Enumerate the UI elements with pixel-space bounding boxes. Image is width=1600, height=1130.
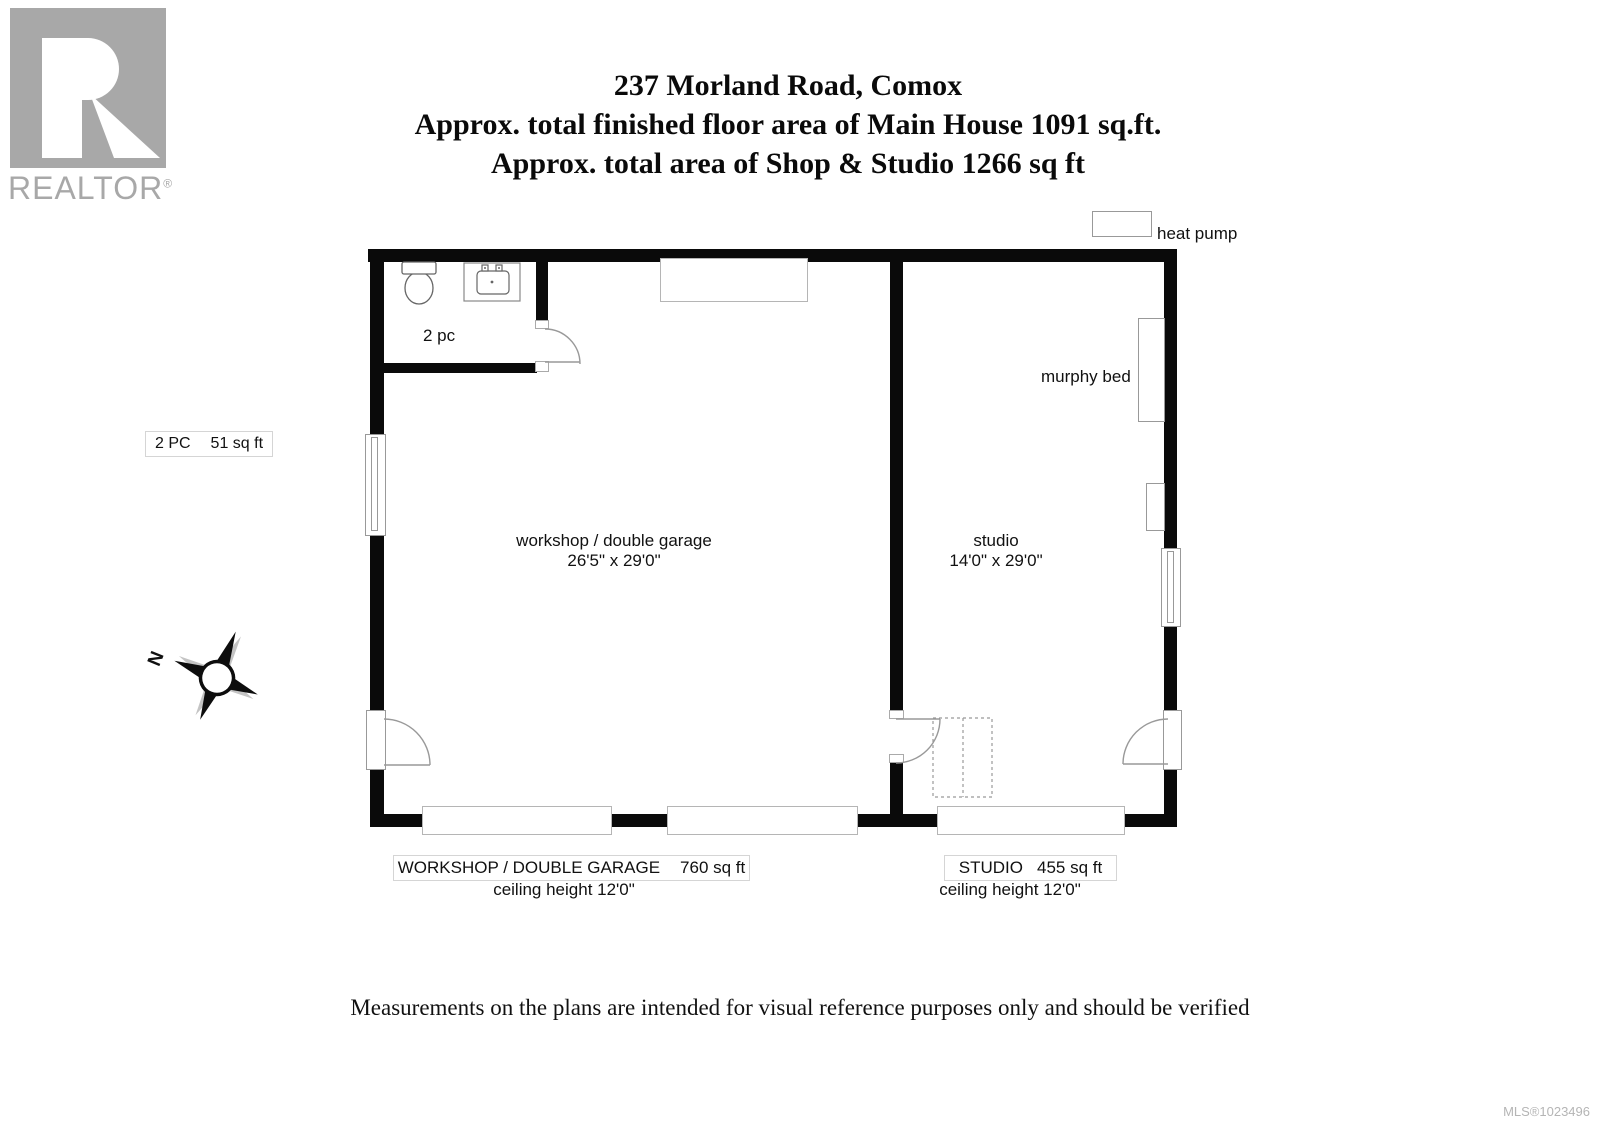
page-title: [8, 66, 1568, 183]
wall-bottom-4: [1125, 814, 1177, 827]
compass-icon: [157, 614, 277, 736]
window-left-pane: [371, 437, 378, 531]
mls-number: MLS®1023496: [1503, 1104, 1590, 1119]
bathroom-door-arc: [545, 329, 580, 364]
studio-summary-box: [944, 855, 1117, 881]
window-right: [1161, 548, 1181, 627]
overhead-door-2: [667, 806, 858, 835]
heat-pump-unit: [1092, 211, 1152, 237]
title-main-house-area: Approx. total finished floor area of Main House 1091 sq.ft.: [414, 108, 1162, 141]
wall-left-middle: [370, 535, 384, 712]
studio-summary-name: STUDIO: [958, 858, 1023, 877]
workshop-summary-box: [393, 855, 750, 881]
wall-bottom-2: [612, 814, 667, 827]
left-entry-door-frame: [366, 710, 386, 770]
stairs-dashed: [933, 718, 992, 797]
studio-entry-door-arc: [1123, 719, 1168, 764]
window-left: [365, 434, 386, 536]
studio-summary-area: 455 sq ft: [1037, 858, 1103, 877]
studio-room-name: studio: [973, 531, 1019, 550]
wall-interior-upper: [890, 249, 903, 711]
title-shop-studio-area: Approx. total area of Shop & Studio 1266 sq ft: [491, 147, 1085, 180]
workshop-room-name: workshop / double garage: [516, 531, 712, 550]
workbench: [660, 258, 808, 302]
workshop-room-dimensions: 26'5" x 29'0": [567, 551, 661, 570]
wall-bottom-1: [370, 814, 422, 827]
murphy-bed-label: murphy bed: [1041, 367, 1131, 386]
studio-room-label: [846, 531, 1146, 571]
wall-right-middle: [1164, 626, 1177, 712]
studio-bottom-window: [937, 806, 1125, 835]
toilet-icon: [402, 262, 436, 304]
workshop-summary-name: WORKSHOP / DOUBLE GARAGE: [397, 858, 661, 877]
sink-icon: [464, 263, 520, 301]
workshop-ceiling-label: ceiling height 12'0": [493, 880, 635, 899]
heat-pump-label: heat pump: [1157, 224, 1238, 243]
studio-ceiling-label: ceiling height 12'0": [939, 880, 1081, 899]
murphy-bed: [1138, 318, 1165, 422]
bathroom-area-name: 2 PC: [154, 435, 191, 452]
wall-interior-lower: [890, 763, 903, 827]
registered-symbol: ®: [163, 176, 174, 191]
jamb-interior-top: [889, 710, 904, 719]
wall-bathroom-right: [536, 249, 548, 322]
left-entry-door-arc: [384, 719, 430, 765]
wall-bathroom-bottom: [370, 363, 537, 373]
jamb-bathroom-bottom: [535, 361, 549, 372]
workshop-summary-area: 760 sq ft: [680, 858, 746, 877]
overhead-door-1: [422, 806, 612, 835]
title-address: 237 Morland Road, Comox: [613, 69, 963, 102]
compass-north-label: N: [144, 648, 169, 670]
shelf: [1146, 483, 1165, 531]
jamb-interior-bottom: [889, 754, 904, 763]
bathroom-label: 2 pc: [423, 326, 456, 345]
studio-room-dimensions: 14'0" x 29'0": [949, 551, 1043, 570]
bathroom-area-box: [145, 431, 273, 457]
window-right-pane: [1167, 551, 1174, 623]
disclaimer-text: Measurements on the plans are intended for visual reference purposes only and should be verified: [350, 995, 1250, 1020]
wall-left-upper: [370, 249, 384, 435]
wall-right-upper: [1164, 249, 1177, 549]
realtor-text: REALTOR: [8, 170, 164, 206]
jamb-bathroom-top: [535, 320, 549, 329]
studio-entry-door-frame: [1163, 710, 1182, 770]
workshop-room-label: [464, 531, 764, 571]
bathroom-area-value: 51 sq ft: [210, 435, 264, 452]
